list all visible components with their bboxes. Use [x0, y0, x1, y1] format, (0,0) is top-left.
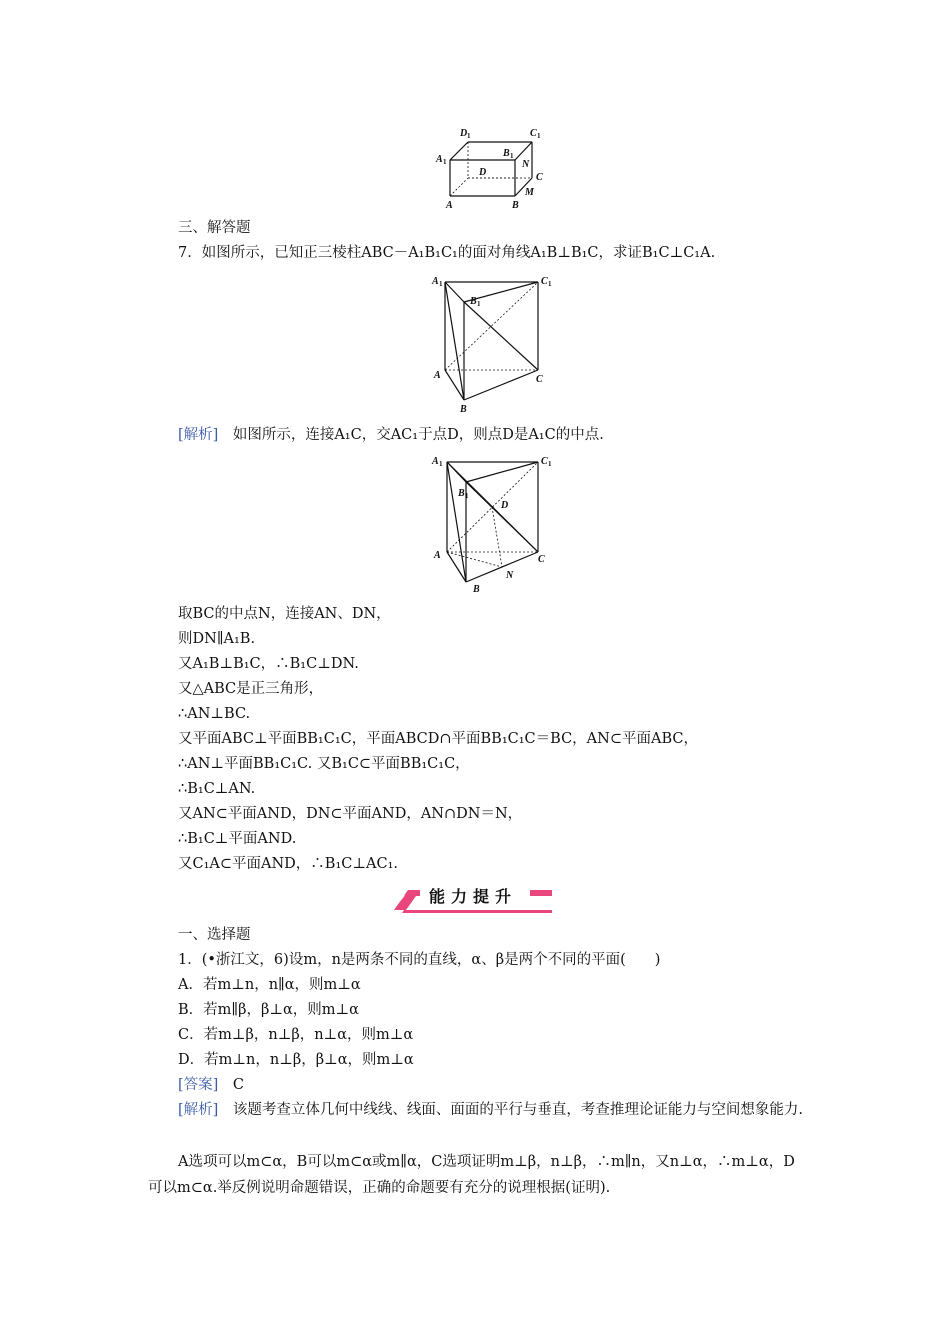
section-title-1: 一、选择题: [178, 927, 251, 943]
label-A1: A: [436, 154, 443, 165]
label-M: M: [525, 187, 534, 198]
label-sub: 1: [548, 280, 552, 288]
analysis-paragraph-1: [148, 1097, 808, 1123]
figure-prism: [428, 272, 558, 416]
label-B1: B: [458, 488, 465, 499]
analysis-intro-line: [178, 425, 604, 445]
label-N: N: [506, 570, 514, 581]
label-B1: B: [503, 148, 510, 159]
problem-7: 7．如图所示，已知正三棱柱ABC－A₁B₁C₁的面对角线A₁B⊥B₁C，求证B₁C⊥C₁A.: [178, 245, 716, 261]
label-sub: 1: [548, 460, 552, 468]
proof-line: 则DN∥A₁B.: [178, 631, 256, 647]
label-sub: 1: [467, 132, 471, 140]
proof-line: ∴B₁C⊥AN.: [178, 781, 256, 797]
question-1-stem: 1．(•浙江文，6)设m，n是两条不同的直线，α、β是两个不同的平面( ): [178, 952, 661, 968]
option-a: A．若m⊥n，n∥α，则m⊥α: [178, 977, 361, 993]
analysis-tag: [解析]: [178, 427, 219, 443]
label-B: B: [512, 200, 519, 211]
option-c: C．若m⊥β，n⊥β，n⊥α，则m⊥α: [178, 1027, 414, 1043]
figure-prism-with-d-n: [428, 452, 558, 600]
figure-cuboid: [430, 122, 550, 210]
option-b: B．若m∥β，β⊥α，则m⊥α: [178, 1002, 359, 1018]
label-C1: C: [530, 128, 537, 139]
label-B: B: [460, 404, 467, 415]
analysis-text-1: 该题考查立体几何中线线、线面、面面的平行与垂直，考查推理论证能力与空间想象能力.: [232, 1102, 803, 1118]
label-sub: 1: [465, 492, 469, 500]
label-D: D: [501, 500, 509, 511]
answer-tag: [答案]: [178, 1077, 219, 1093]
proof-line: 又AN⊂平面AND，DN⊂平面AND，AN∩DN＝N，: [178, 806, 523, 822]
label-C1: C: [541, 276, 548, 287]
label-D1: D: [460, 128, 468, 139]
analysis-intro: 如图所示，连接A₁C，交AC₁于点D，则点D是A₁C的中点.: [232, 427, 604, 443]
answer-line: [178, 1075, 244, 1095]
option-d: D．若m⊥n，n⊥β，β⊥α，则m⊥α: [178, 1052, 414, 1068]
label-N: N: [522, 159, 530, 170]
label-sub: 1: [510, 152, 514, 160]
section-title-3: 三、解答题: [178, 220, 251, 236]
proof-line: ∴B₁C⊥平面AND.: [178, 831, 297, 847]
label-A: A: [434, 370, 441, 381]
label-C: C: [538, 554, 545, 565]
proof-line: ∴AN⊥平面BB₁C₁C. 又B₁C⊂平面BB₁C₁C，: [178, 756, 470, 772]
label-A1: A: [432, 456, 439, 467]
label-A: A: [434, 550, 441, 561]
label-C1: C: [541, 456, 548, 467]
label-sub: 1: [537, 132, 541, 140]
label-A: A: [446, 200, 453, 211]
label-sub: 1: [477, 300, 481, 308]
label-B: B: [473, 584, 480, 595]
label-B1: B: [470, 296, 477, 307]
label-sub: 1: [439, 460, 443, 468]
proof-line: 又平面ABC⊥平面BB₁C₁C，平面ABCD∩平面BB₁C₁C＝BC，AN⊂平面ABC，: [178, 731, 698, 747]
proof-line: 又A₁B⊥B₁C，∴B₁C⊥DN.: [178, 656, 359, 672]
section-banner: [392, 883, 554, 915]
label-sub: 1: [439, 280, 443, 288]
label-C: C: [536, 172, 543, 183]
label-C: C: [536, 374, 543, 385]
proof-line: ∴AN⊥BC.: [178, 706, 251, 722]
answer-value: C: [232, 1077, 244, 1093]
analysis-tag: [解析]: [178, 1102, 219, 1118]
proof-line: 又C₁A⊂平面AND，∴B₁C⊥AC₁.: [178, 856, 398, 872]
label-D: D: [479, 167, 487, 178]
analysis-paragraph-2: A选项可以m⊂α，B可以m⊂α或m∥α，C选项证明m⊥β，n⊥β，∴m∥n，又n⊥α，∴m⊥α，D可以m⊂α.举反例说明命题错误，正确的命题要有充分的说理根据(证明).: [148, 1154, 795, 1196]
proof-line: 又△ABC是正三角形，: [178, 681, 324, 697]
label-A1: A: [432, 276, 439, 287]
label-sub: 1: [443, 158, 447, 166]
banner-label: 能力提升: [428, 887, 517, 906]
proof-line: 取BC的中点N，连接AN、DN，: [178, 606, 391, 622]
